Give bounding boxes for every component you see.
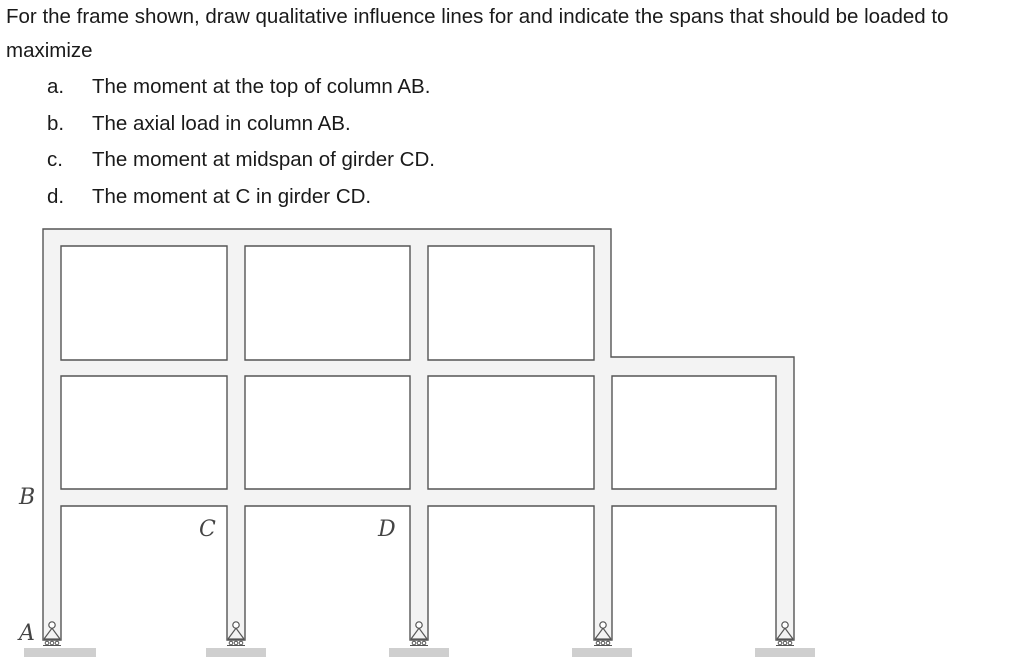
- part-letter-b: b.: [47, 111, 65, 135]
- label-c: C: [199, 517, 216, 542]
- part-letter-c: c.: [47, 148, 63, 171]
- ground-strips: [24, 648, 815, 657]
- ground-strip-3: [389, 648, 449, 657]
- ground-strip-2: [206, 648, 266, 657]
- label-b: B: [19, 485, 36, 510]
- label-d: D: [378, 517, 396, 542]
- ground-strip-a: [24, 648, 96, 657]
- problem-intro: For the frame shown, draw qualitative influence lines for and indicate the spans that should be loaded to maximize: [6, 5, 949, 62]
- part-letter-d: d.: [47, 184, 65, 208]
- ground-strip-4: [572, 648, 632, 657]
- part-text-d: The moment at C in girder CD.: [92, 184, 372, 208]
- label-a: A: [19, 621, 35, 646]
- part-text-a: The moment at the top of column AB.: [92, 75, 431, 98]
- part-letter-a: a.: [47, 75, 65, 98]
- part-text-b: The axial load in column AB.: [92, 111, 351, 135]
- frame-members: [43, 229, 794, 640]
- ground-strip-5: [755, 648, 815, 657]
- part-text-c: The moment at midspan of girder CD.: [92, 148, 435, 171]
